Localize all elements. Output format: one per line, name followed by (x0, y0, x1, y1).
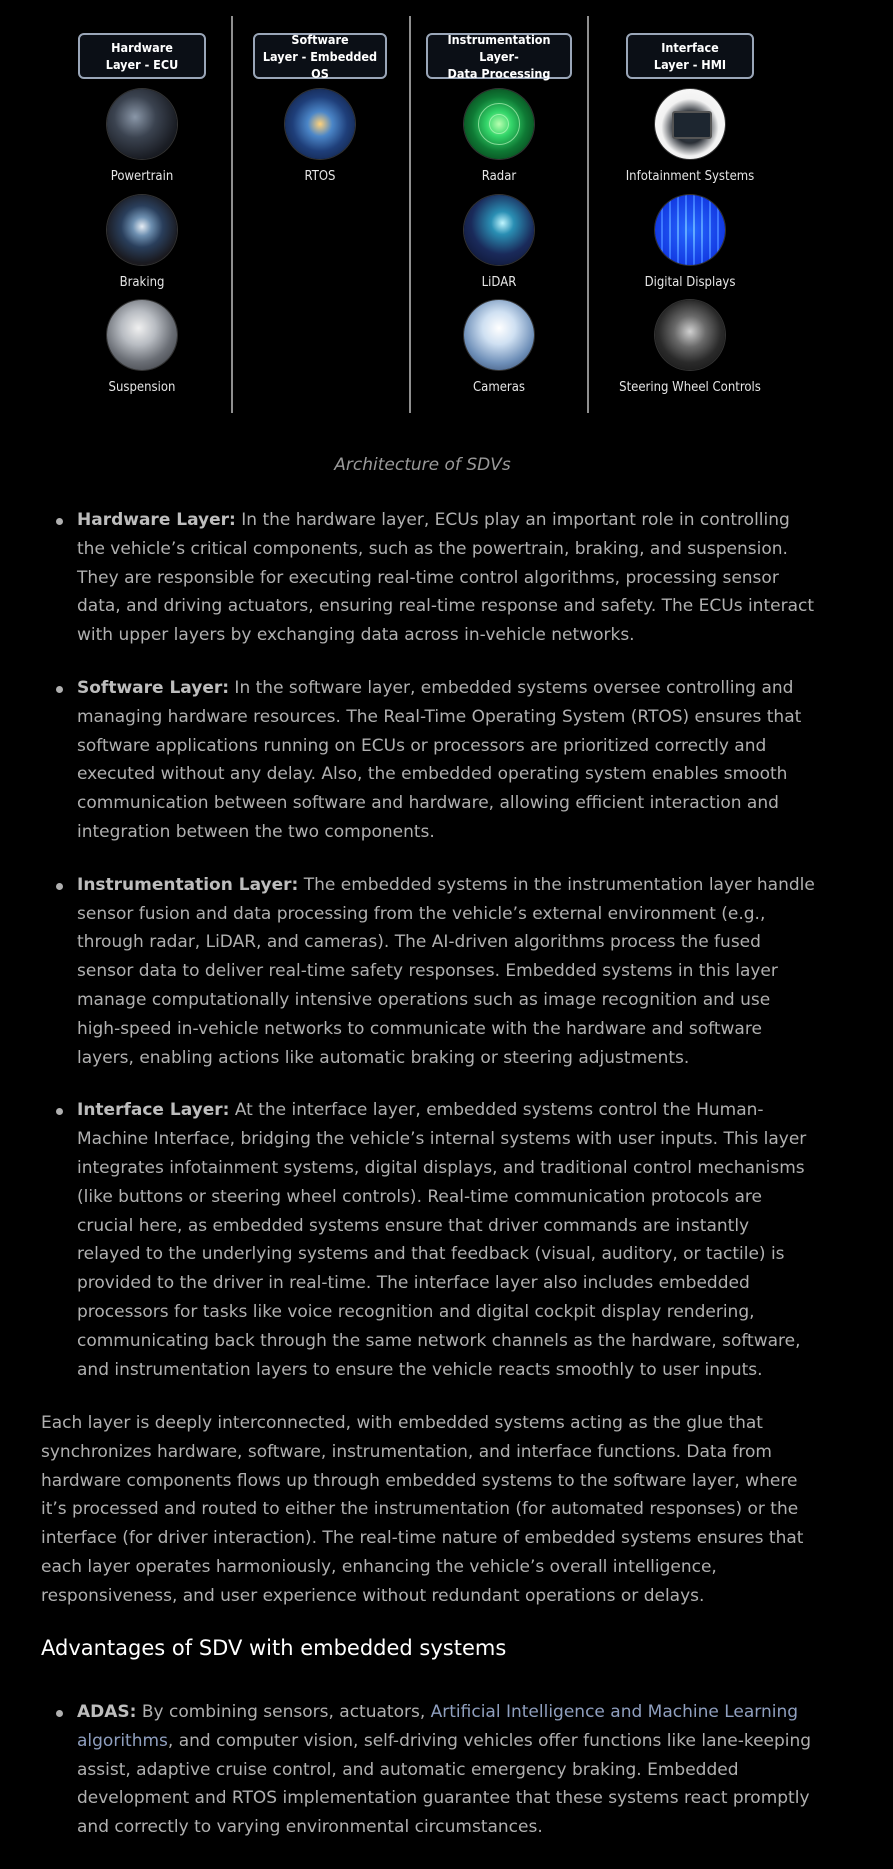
diagram-item (600, 89, 780, 184)
list-item-lead: Instrumentation Layer: (77, 874, 299, 895)
column-header (78, 33, 206, 79)
list-item-text: The embedded systems in the instrumentation layer handle sensor fusion and data processing from the vehicle’s external environment (e.g., through radar, LiDAR, and cameras). The AI-driven algorithms process the fused sensor data to deliver real-time safety responses. Embedded systems in this layer manage computationally intensive operations such as image recognition and use high-speed in-vehicle networks to communicate with the hardware and software layers, enabling actions like automatic braking or steering adjustments. (77, 874, 815, 1068)
braking-image (107, 195, 177, 265)
list-item-text: In the software layer, embedded systems oversee controlling and managing hardware resources. The Real-Time Operating System (RTOS) ensures that software applications running on ECUs or processors are prioritized correctly and executed without any delay. Also, the embedded operating system enables smooth communication between software and hardware, allowing efficient interaction and integration between the two components. (77, 677, 802, 842)
diagram-item (52, 300, 232, 395)
architecture-diagram (0, 0, 893, 420)
screen-shape (672, 111, 712, 139)
figure-caption: Architecture of SDVs (334, 455, 511, 475)
list-item-text: , and computer vision, self-driving vehicles offer functions like lane-keeping assist, adaptive cruise control, and automatic emergency braking. Embedded development and RTOS implementation guarantee that these systems react promptly and correctly to varying environmental circumstances. (77, 1730, 812, 1838)
diagram-item (52, 195, 232, 290)
column-header-text: Software Layer - Embedded OS (262, 31, 378, 81)
diagram-item (409, 89, 589, 184)
diagram-item (600, 300, 780, 395)
column-instrumentation (409, 31, 589, 395)
column-header (253, 33, 387, 79)
advantages-list (46, 1698, 816, 1842)
list-item (46, 506, 816, 650)
list-item-lead: ADAS: (77, 1702, 137, 1722)
column-header-text: Interface Layer - HMI (653, 40, 727, 72)
column-hardware (52, 33, 232, 395)
column-interface (600, 33, 780, 395)
diagram-item (230, 89, 410, 184)
list-item (46, 871, 816, 1073)
section-heading: Advantages of SDV with embedded systems (41, 1636, 507, 1660)
radar-image (464, 89, 534, 159)
column-header (626, 33, 754, 79)
column-header (426, 33, 572, 79)
radar-ring (489, 114, 509, 134)
column-software (230, 31, 410, 184)
layers-list (46, 506, 816, 1384)
diagram-item (409, 195, 589, 290)
diagram-item-label: Braking (119, 275, 165, 290)
diagram-item (409, 300, 589, 395)
digital-displays-image (655, 195, 725, 265)
diagram-item (600, 195, 780, 290)
ai-ml-link[interactable]: Artificial Intelligence and Machine Learning algorithms (77, 1702, 799, 1751)
steering-wheel-image (655, 300, 725, 370)
diagram-item-label: Infotainment Systems (625, 169, 755, 184)
list-item (46, 674, 816, 847)
list-item-lead: Hardware Layer: (77, 510, 236, 530)
diagram-item-label: Digital Displays (644, 275, 736, 290)
list-item (46, 1698, 816, 1842)
list-item-text: At the interface layer, embedded systems control the Human-Machine Interface, bridging the vehicle’s internal systems with user inputs. This layer integrates infotainment systems, digital displays, and traditional control mechanisms (like buttons or steering wheel controls). Real-time communication protocols are crucial here, as embedded systems ensure that driver commands are instantly relayed to the underlying systems and that feedback (visual, auditory, or tactile) is provided to the driver in real-time. The interface layer also includes embedded processors for tasks like voice recognition and digital cockpit display rendering, communicating back through the same network channels as the hardware, software, and instrumentation layers to ensure the vehicle reacts smoothly to user inputs. (77, 1100, 807, 1380)
list-item-text: In the hardware layer, ECUs play an important role in controlling the vehicle’s critical components, such as the powertrain, braking, and suspension. They are responsible for executing real-time control algorithms, processing sensor data, and driving actuators, ensuring real-time response and safety. The ECUs interact with upper layers by exchanging data across in-vehicle networks. (77, 510, 815, 646)
list-item-text: By combining sensors, actuators, (136, 1702, 431, 1722)
diagram-item-label: RTOS (304, 169, 336, 184)
infotainment-image (655, 89, 725, 159)
cameras-image (464, 300, 534, 370)
column-header-text: Hardware Layer - ECU (105, 40, 179, 72)
suspension-image (107, 300, 177, 370)
diagram-item-label: Suspension (108, 380, 176, 395)
summary-paragraph: Each layer is deeply interconnected, with embedded systems acting as the glue that synchronizes hardware, software, instrumentation, and interface functions. Data from hardware components flows up through embedded systems to the software layer, where it’s processed and routed to either the instrumentation (for automated responses) or the interface (for driver interaction). The real-time nature of embedded systems ensures that each layer operates harmoniously, enhancing the vehicle’s overall intelligence, responsiveness, and user experience without redundant operations or delays. (41, 1413, 804, 1606)
diagram-item-label: Powertrain (110, 169, 174, 184)
list-item (46, 1096, 816, 1384)
diagram-item-label: Cameras (473, 380, 525, 395)
diagram-item-label: Steering Wheel Controls (619, 380, 761, 395)
diagram-item (52, 89, 232, 184)
diagram-item-label: LiDAR (481, 275, 517, 290)
powertrain-image (107, 89, 177, 159)
lidar-image (464, 195, 534, 265)
list-item-lead: Interface Layer: (77, 1100, 230, 1121)
list-item-lead: Software Layer: (77, 677, 230, 698)
diagram-item-label: Radar (481, 169, 517, 184)
rtos-image (285, 89, 355, 159)
column-header-text: Instrumentation Layer- Data Processing (447, 31, 551, 81)
